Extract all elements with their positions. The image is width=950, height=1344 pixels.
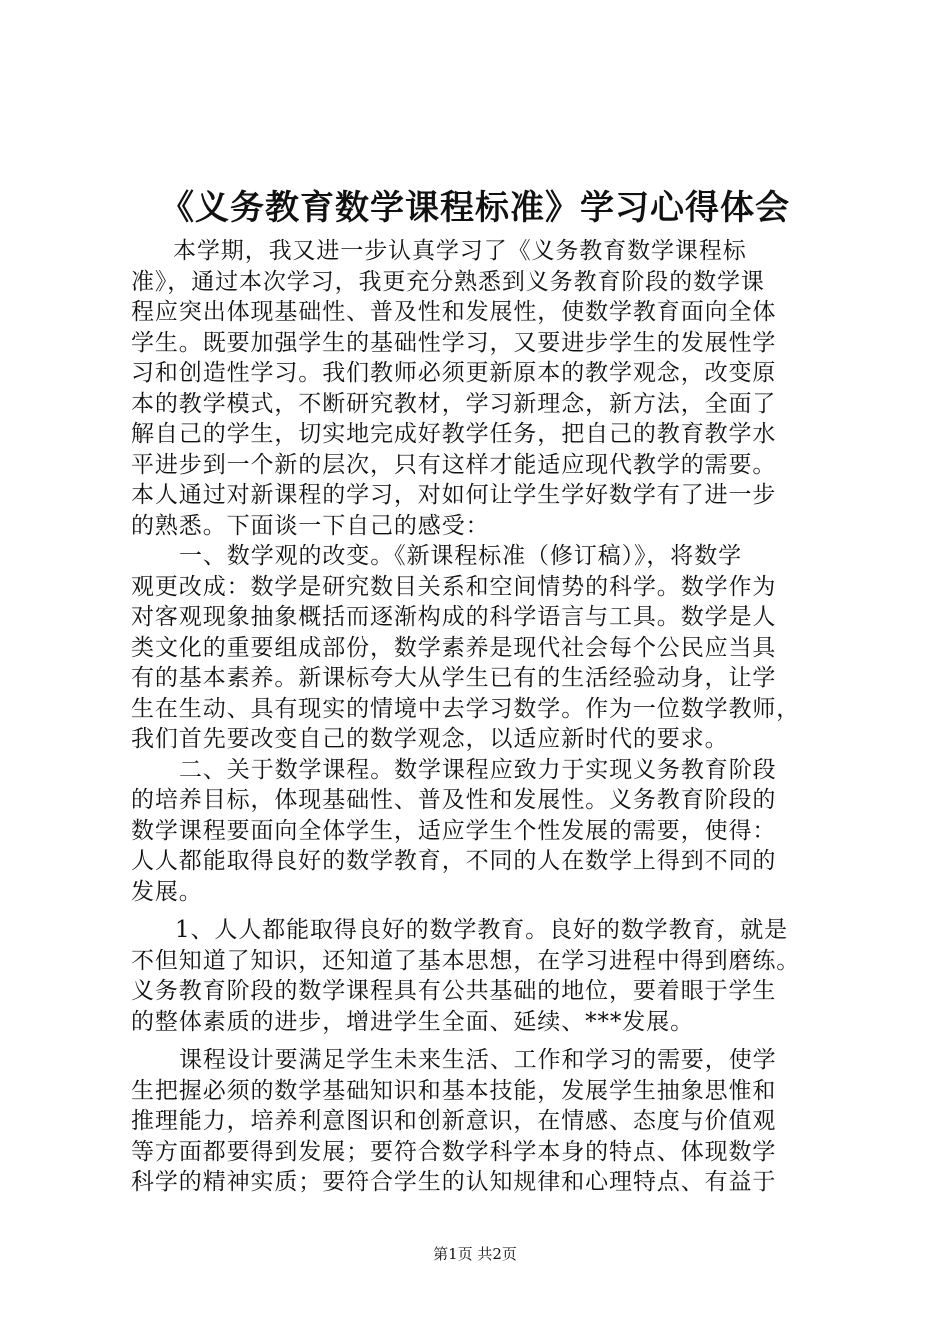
text-line: 1、人人都能取得良好的数学教育。良好的数学教育，就是 — [175, 917, 789, 943]
text-line: 程应突出体现基础性、普及性和发展性，使数学教育面向全体 — [131, 299, 777, 325]
text-line: 生在生动、具有现实的情境中去学习数学。作为一位数学教师， — [131, 695, 801, 722]
document-body — [131, 236, 831, 1198]
text-line: 推理能力，培养利意图识和创新意识，在情感、态度与价值观 — [131, 1108, 777, 1134]
text-line: 本学期，我又进一步认真学习了《义务教育数学课程标 — [173, 238, 747, 264]
text-line: 我们首先要改变自己的数学观念，以适应新时代的要求。 — [131, 726, 729, 752]
text-line: 的熟悉。下面谈一下自己的感受： — [131, 512, 490, 539]
text-line: 的整体素质的进步，增进学生全面、延续、***发展。 — [131, 1008, 694, 1035]
text-line: 人人都能取得良好的数学教育，不同的人在数学上得到不同的 — [131, 848, 777, 874]
paragraph-spacer — [131, 1037, 831, 1045]
text-line: 一、数学观的改变。《新课程标准（修订稿）》，将数学 — [179, 543, 742, 569]
document-title: 《义务教育数学课程标准》学习心得体会 — [160, 188, 790, 228]
text-line: 观更改成：数学是研究数目关系和空间情势的科学。数学作为 — [131, 573, 777, 600]
paragraph-course-design — [131, 1045, 831, 1198]
text-line: 学生。既要加强学生的基础性学习，又要进步学生的发展性学 — [131, 329, 777, 356]
text-line: 生把握必须的数学基础知识和基本技能，发展学生抽象思惟和 — [131, 1077, 777, 1104]
text-line: 平进步到一个新的层次，只有这样才能适应现代教学的需要。 — [131, 451, 777, 478]
page-footer: 第1页 共2页 — [433, 1245, 517, 1263]
paragraph-spacer — [131, 907, 831, 915]
text-line: 课程设计要满足学生未来生活、工作和学习的需要，使学 — [179, 1047, 777, 1073]
text-line: 义务教育阶段的数学课程具有公共基础的地位，要着眼于学生 — [131, 978, 777, 1004]
text-line: 本人通过对新课程的学习，对如何让学生学好数学有了进一步 — [131, 482, 777, 508]
paragraph-math-curriculum — [131, 755, 831, 908]
text-line: 的培养目标，体现基础性、普及性和发展性。义务教育阶段的 — [131, 787, 777, 813]
text-line: 本的教学模式，不断研究教材，学习新理念，新方法，全面了 — [131, 390, 777, 417]
text-line: 有的基本素养。新课标夸大从学生已有的生活经验动身，让学 — [131, 665, 777, 691]
paragraph-good-education — [131, 915, 831, 1037]
text-line: 科学的精神实质；要符合学生的认知规律和心理特点、有益于 — [131, 1169, 777, 1195]
text-line: 不但知道了知识，还知道了基本思想，在学习进程中得到磨练。 — [131, 947, 801, 974]
text-line: 习和创造性学习。我们教师必须更新原本的教学观念，改变原 — [131, 360, 777, 386]
paragraph-intro — [131, 236, 831, 541]
text-line: 等方面都要得到发展；要符合数学科学本身的特点、体现数学 — [131, 1138, 777, 1165]
text-line: 数学课程要面向全体学生，适应学生个性发展的需要，使得： — [131, 817, 777, 844]
paragraph-math-view — [131, 541, 831, 755]
text-line: 对客观现象抽象概括而逐渐构成的科学语言与工具。数学是人 — [131, 604, 777, 630]
text-line: 类文化的重要组成部份，数学素养是现代社会每个公民应当具 — [131, 634, 777, 661]
text-line: 解自己的学生，切实地完成好教学任务，把自己的教育教学水 — [131, 421, 777, 447]
text-line: 二、关于数学课程。数学课程应致力于实现义务教育阶段 — [179, 756, 777, 783]
text-line: 发展。 — [131, 878, 203, 905]
text-line: 准》，通过本次学习，我更充分熟悉到义务教育阶段的数学课 — [131, 268, 765, 295]
